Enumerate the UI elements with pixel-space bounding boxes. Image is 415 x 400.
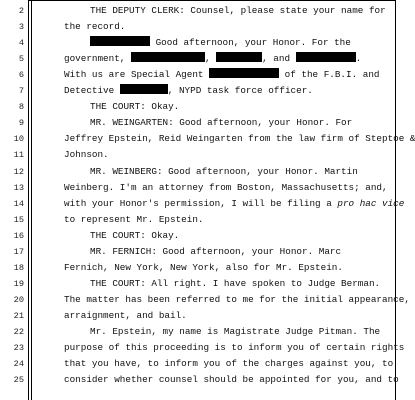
line-text: THE COURT: Okay. bbox=[90, 229, 180, 241]
line-text: Detective , NYPD task force officer. bbox=[64, 85, 313, 97]
line-text: THE COURT: All right. I have spoken to Judge Berman. bbox=[90, 277, 381, 289]
transcript-line bbox=[0, 99, 400, 115]
line-text: Jeffrey Epstein, Reid Weingarten from the law firm of Steptoe & bbox=[64, 133, 415, 145]
line-number: 2 bbox=[18, 6, 24, 16]
transcript-line bbox=[0, 244, 400, 260]
transcript-line bbox=[0, 340, 405, 356]
line-number: 13 bbox=[13, 182, 24, 193]
line-text: to represent Mr. Epstein. bbox=[64, 213, 204, 225]
line-text: The matter has been referred to me for the initial appearance, bbox=[64, 293, 410, 305]
line-text: THE COURT: Okay. bbox=[90, 101, 180, 113]
line-number: 3 bbox=[18, 22, 24, 33]
transcript-line bbox=[0, 196, 405, 212]
line-text: Weinberg. I'm an attorney from Boston, Massachusetts; and, bbox=[64, 181, 388, 193]
line-text: that you have, to inform you of the charges against you, to bbox=[64, 358, 394, 370]
line-number: 7 bbox=[18, 86, 24, 97]
transcript-line bbox=[0, 356, 400, 372]
line-text: With us are Special Agent of the F.B.I. and bbox=[64, 69, 380, 81]
line-number: 23 bbox=[13, 343, 24, 354]
redaction-block bbox=[296, 52, 356, 62]
italic-text: pro hac vice bbox=[337, 197, 405, 209]
transcript-line bbox=[0, 51, 400, 67]
redaction-block bbox=[216, 52, 262, 62]
line-text: MR. FERNICH: Good afternoon, your Honor. Marc bbox=[90, 245, 342, 257]
transcript-line bbox=[0, 260, 400, 276]
line-text: Fernich, New York, New York, also for Mr. Epstein. bbox=[64, 261, 343, 273]
line-number: 24 bbox=[13, 359, 24, 370]
line-number: 4 bbox=[18, 38, 24, 49]
line-text: consider whether counsel should be appointed for you, and to bbox=[64, 374, 399, 386]
transcript-line bbox=[0, 3, 400, 19]
transcript-line bbox=[0, 19, 400, 35]
transcript-line bbox=[0, 308, 400, 324]
redaction-block bbox=[131, 52, 205, 62]
transcript-line bbox=[0, 212, 400, 228]
redaction-block bbox=[120, 84, 168, 94]
line-text: THE DEPUTY CLERK: Counsel, please state your name for bbox=[90, 5, 386, 16]
transcript-line bbox=[0, 372, 400, 388]
transcript-line bbox=[0, 147, 400, 163]
line-number: 25 bbox=[13, 375, 24, 386]
transcript-line bbox=[0, 67, 400, 83]
line-number: 19 bbox=[13, 278, 24, 289]
line-number: 14 bbox=[13, 198, 24, 209]
line-text: MR. WEINGARTEN: Good afternoon, your Honor. For bbox=[90, 117, 353, 129]
line-number: 6 bbox=[18, 70, 24, 81]
line-number: 11 bbox=[13, 150, 24, 161]
line-number: 12 bbox=[13, 166, 24, 177]
transcript-line bbox=[0, 131, 415, 147]
line-number: 9 bbox=[18, 118, 24, 129]
transcript-line bbox=[0, 35, 400, 51]
line-number: 15 bbox=[13, 214, 24, 225]
line-number: 22 bbox=[13, 327, 24, 337]
line-text: Johnson. bbox=[64, 149, 109, 161]
transcript-line bbox=[0, 180, 400, 196]
transcript-line bbox=[0, 164, 400, 180]
line-number: 10 bbox=[13, 134, 24, 145]
redaction-block bbox=[90, 36, 150, 46]
line-number: 18 bbox=[13, 262, 24, 273]
line-number: 21 bbox=[13, 310, 24, 321]
line-text: arraignment, and bail. bbox=[64, 309, 187, 321]
transcript-line bbox=[0, 324, 400, 340]
line-number: 16 bbox=[13, 230, 24, 241]
transcript-line bbox=[0, 115, 400, 131]
redaction-block bbox=[209, 68, 279, 78]
transcript-line bbox=[0, 228, 400, 244]
line-number: 20 bbox=[13, 294, 24, 305]
line-text: purpose of this proceeding is to inform you of certain rights bbox=[64, 342, 405, 354]
line-text: the record. bbox=[64, 21, 126, 33]
line-number: 5 bbox=[18, 54, 24, 65]
transcript-line bbox=[0, 292, 410, 308]
line-text: government, , , and . bbox=[64, 53, 362, 65]
line-text: Good afternoon, your Honor. For the bbox=[64, 35, 394, 51]
page-top-border bbox=[28, 0, 396, 1]
transcript-line bbox=[0, 83, 400, 99]
line-number: 17 bbox=[13, 246, 24, 257]
line-number: 8 bbox=[18, 102, 24, 113]
line-text: MR. WEINBERG: Good afternoon, your Honor. Martin bbox=[90, 165, 358, 177]
line-text: Mr. Epstein, my name is Magistrate Judge Pitman. The bbox=[90, 326, 381, 337]
line-text: with your Honor's permission, I will be filing a pro hac vice bbox=[64, 197, 405, 209]
transcript-line bbox=[0, 276, 400, 292]
